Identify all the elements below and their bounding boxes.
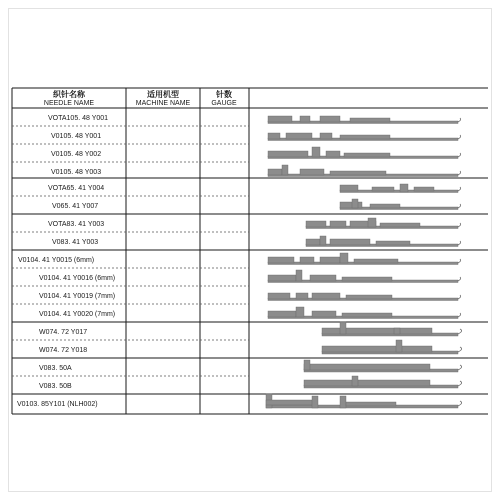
- header-machine-name-cn: 适用机型: [147, 90, 179, 99]
- needle-illustration: [322, 340, 462, 354]
- needle-illustration: [304, 360, 462, 372]
- needle-illustration: [268, 165, 461, 177]
- needle-drawings: [266, 116, 462, 408]
- row-dividers: [12, 126, 249, 376]
- needle-name-cell: V083. 50B: [39, 383, 72, 390]
- needle-name-cell: VOTA83. 41 Y003: [48, 221, 105, 228]
- header-needle-name-cn: 织针名称: [53, 90, 85, 99]
- needle-name-cell: V0104. 41 Y0015 (6mm): [18, 257, 95, 264]
- needle-illustration: [266, 394, 462, 408]
- group-dividers: [12, 178, 488, 394]
- needle-name-cell: W074. 72 Y018: [39, 347, 88, 354]
- header-gauge-cn: 针数: [216, 90, 232, 99]
- needle-illustration: [268, 116, 461, 124]
- needle-name-cell: VOTA65. 41 Y004: [48, 185, 105, 192]
- needle-name-cell: V0103. 85Y101 (NLH002): [17, 401, 98, 408]
- needle-illustration: [268, 133, 461, 141]
- needle-illustration: [268, 307, 461, 319]
- needle-name-cell: V0105. 48 Y003: [51, 169, 102, 176]
- needle-illustration: [268, 253, 461, 265]
- header-gauge-en: GAUGE: [211, 100, 237, 107]
- needle-name-cell: V0105. 48 Y001: [51, 133, 102, 140]
- header-needle-name-en: NEEDLE NAME: [43, 100, 95, 107]
- needle-illustration: [268, 270, 461, 283]
- needle-name-cell: VOTA105. 48 Y001: [48, 115, 109, 122]
- needle-illustration: [306, 236, 461, 247]
- needle-name-cell: V083. 41 Y003: [52, 239, 99, 246]
- needle-name-cell: V065. 41 Y007: [52, 203, 99, 210]
- needle-illustration: [268, 147, 461, 159]
- needle-illustration: [304, 376, 462, 388]
- needle-name-cell: V0104. 41 Y0016 (6mm): [39, 275, 116, 282]
- needle-name-cell: V0104. 41 Y0019 (7mm): [39, 293, 116, 300]
- needle-illustration: [340, 199, 461, 210]
- needle-illustration: [322, 322, 462, 336]
- needle-illustration: [268, 293, 461, 301]
- needle-name-cell: V0105. 48 Y002: [51, 151, 102, 158]
- needle-illustration: [306, 218, 461, 229]
- needle-name-cell: V083. 50A: [39, 365, 72, 372]
- needle-illustration: [340, 184, 461, 193]
- header-machine-name-en: MACHINE NAME: [135, 100, 191, 107]
- needle-name-cell: V0104. 41 Y0020 (7mm): [39, 311, 116, 318]
- needle-names: [17, 115, 115, 408]
- needle-name-cell: W074. 72 Y017: [39, 329, 88, 336]
